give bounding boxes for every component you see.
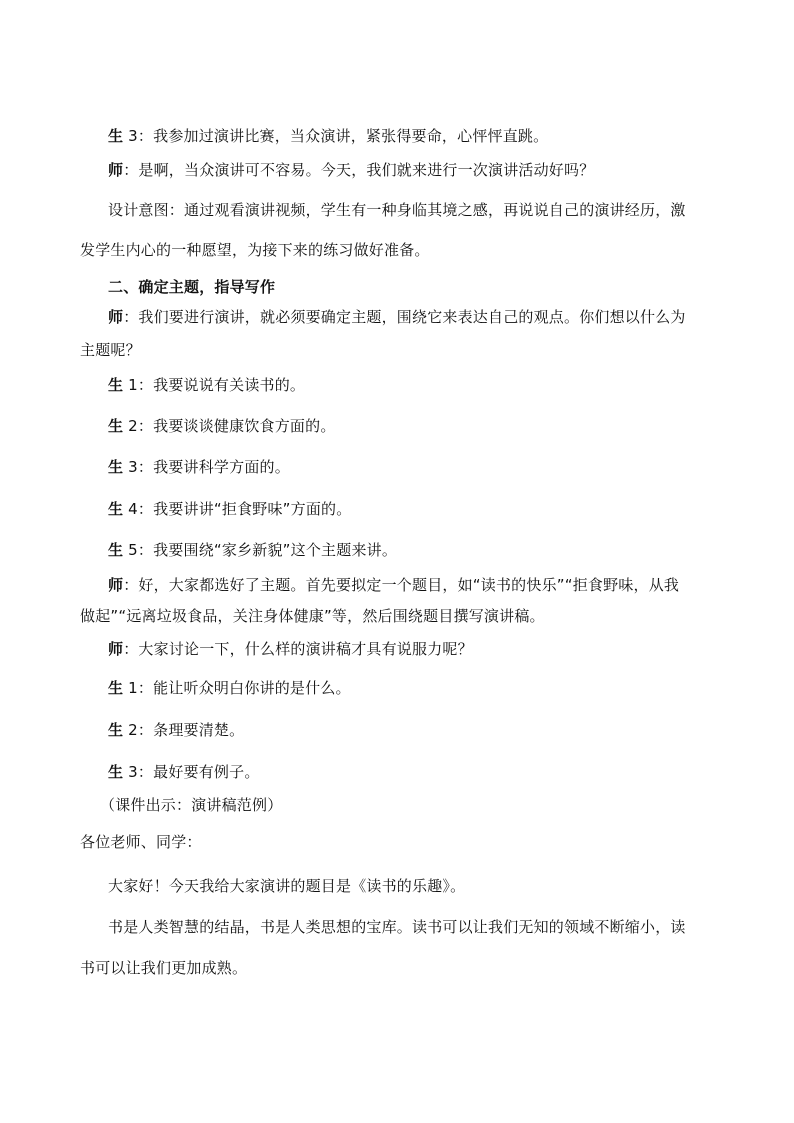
speaker-label: 生 [108, 127, 124, 145]
line-text: 5：我要围绕“家乡新貌”这个主题来讲。 [123, 541, 398, 559]
paragraph-line [80, 832, 202, 852]
line-text: 书可以让我们更加成熟。 [80, 959, 248, 977]
paragraph-line [108, 917, 686, 937]
line-text: ：我们要进行演讲，就必须要确定主题，围绕它来表达自己的观点。你们想以什么为 [123, 308, 686, 326]
line-text: 1：能让听众明白你讲的是什么。 [123, 679, 351, 697]
dialogue-line [108, 499, 351, 519]
paragraph-line [80, 240, 430, 260]
line-text: 3：我要讲科学方面的。 [123, 458, 290, 476]
speaker-label: 生 [108, 500, 124, 518]
line-text: 3：我参加过演讲比赛，当众演讲，紧张得要命，心怦怦直跳。 [123, 127, 549, 145]
line-text: ：大家讨论一下，什么样的演讲稿才具有说服力呢？ [123, 640, 473, 658]
speaker-label: 生 [108, 763, 124, 781]
speaker-label: 生 [108, 541, 124, 559]
dialogue-line [108, 720, 244, 740]
section-heading [108, 277, 275, 297]
line-text: 2：我要谈谈健康饮食方面的。 [123, 417, 336, 435]
line-text: 4：我要讲讲“拒食野味”方面的。 [123, 500, 352, 518]
dialogue-line [108, 126, 548, 146]
speaker-label: 师 [108, 161, 124, 179]
dialogue-line [108, 540, 397, 560]
paragraph-line [80, 958, 247, 978]
paragraph-line [80, 606, 545, 626]
paragraph-line [108, 200, 686, 220]
speaker-label: 师 [108, 640, 124, 658]
speaker-label: 生 [108, 721, 124, 739]
dialogue-line [108, 639, 473, 659]
speaker-label: 师 [108, 308, 124, 326]
dialogue-line [108, 375, 305, 395]
dialogue-line [108, 457, 290, 477]
speaker-label: 师 [108, 576, 124, 594]
line-text: 各位老师、同学： [80, 833, 202, 851]
dialogue-line [108, 307, 686, 327]
line-text: ：好，大家都选好了主题。首先要拟定一个题目，如“读书的快乐”“拒食野味，从我 [123, 576, 680, 594]
dialogue-line [108, 416, 336, 436]
speaker-label: 生 [108, 417, 124, 435]
line-text: ：是啊，当众演讲可不容易。今天，我们就来进行一次演讲活动好吗？ [123, 161, 595, 179]
line-text: （课件出示：演讲稿范例） [100, 796, 283, 814]
speaker-label: 生 [108, 376, 124, 394]
speaker-label: 生 [108, 458, 124, 476]
dialogue-line [108, 575, 679, 595]
dialogue-line [108, 160, 594, 180]
line-text: 2：条理要清楚。 [123, 721, 245, 739]
heading-text: 二、确定主题，指导写作 [108, 278, 276, 296]
paragraph-line [100, 795, 282, 815]
line-text: 设计意图：通过观看演讲视频，学生有一种身临其境之感，再说说自己的演讲经历，激 [108, 201, 686, 219]
dialogue-line [108, 678, 351, 698]
line-text: 做起”“远离垃圾食品，关注身体健康”等，然后围绕题目撰写演讲稿。 [80, 607, 545, 625]
line-text: 主题呢？ [80, 341, 141, 359]
line-text: 1：我要说说有关读书的。 [123, 376, 306, 394]
line-text: 大家好！今天我给大家演讲的题目是《读书的乐趣》。 [108, 877, 466, 895]
paragraph-line [80, 340, 141, 360]
line-text: 3：最好要有例子。 [123, 763, 260, 781]
dialogue-line [108, 762, 260, 782]
speaker-label: 生 [108, 679, 124, 697]
line-text: 书是人类智慧的结晶，书是人类思想的宝库。读书可以让我们无知的领域不断缩小，读 [108, 918, 686, 936]
paragraph-line [108, 876, 465, 896]
line-text: 发学生内心的一种愿望，为接下来的练习做好准备。 [80, 241, 430, 259]
